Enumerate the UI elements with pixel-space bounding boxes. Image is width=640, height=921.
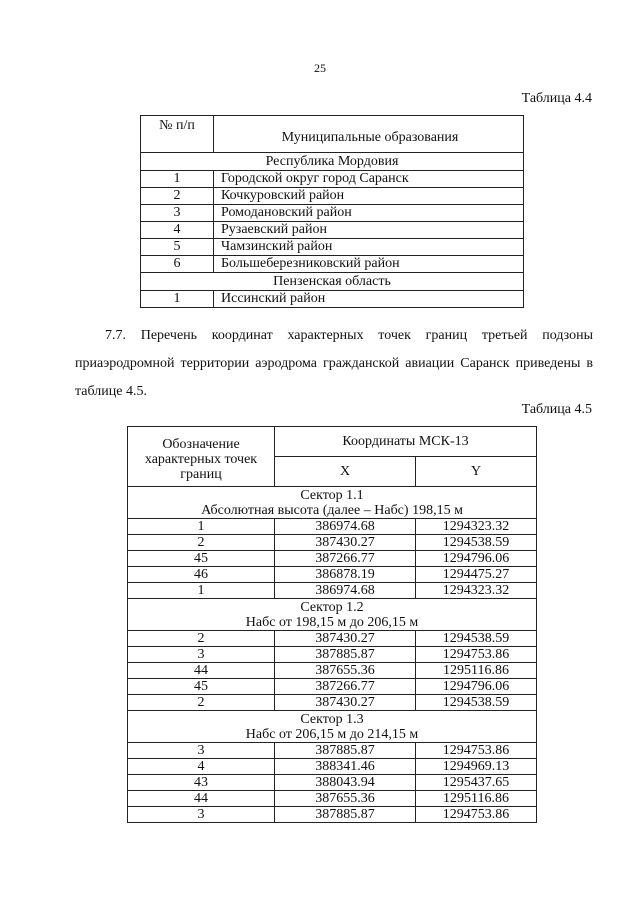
coord-x: 387885.87 xyxy=(275,807,416,823)
point-id: 2 xyxy=(128,535,275,551)
point-id: 45 xyxy=(128,551,275,567)
point-id: 45 xyxy=(128,679,275,695)
table-row xyxy=(141,239,524,256)
coord-x: 387430.27 xyxy=(275,695,416,711)
point-id: 2 xyxy=(128,695,275,711)
coord-y: 1294753.86 xyxy=(416,807,537,823)
coord-x: 388043.94 xyxy=(275,775,416,791)
paragraph-line: приаэродромной территории аэродрома гражданской авиации Саранск приведены в xyxy=(75,356,593,371)
coord-y: 1294475.27 xyxy=(416,567,537,583)
point-id: 44 xyxy=(128,791,275,807)
coord-x: 387266.77 xyxy=(275,679,416,695)
coord-y: 1294969.13 xyxy=(416,759,537,775)
header-x: X xyxy=(275,457,416,487)
table-row xyxy=(128,695,537,711)
row-num: 5 xyxy=(141,239,214,256)
group-title: Пензенская область xyxy=(141,273,524,291)
municipalities-table xyxy=(140,115,524,308)
header-coordinates: Координаты МСК-13 xyxy=(275,427,537,457)
point-id: 4 xyxy=(128,759,275,775)
table-row xyxy=(128,583,537,599)
table-row xyxy=(141,188,524,205)
paragraph-line: таблице 4.5. xyxy=(75,384,147,399)
table-row xyxy=(128,631,537,647)
group-title: Республика Мордовия xyxy=(141,153,524,171)
coord-x: 386974.68 xyxy=(275,519,416,535)
table-row xyxy=(128,535,537,551)
coord-x: 387655.36 xyxy=(275,791,416,807)
group-row xyxy=(141,153,524,171)
table-row xyxy=(128,567,537,583)
table-row xyxy=(128,807,537,823)
sector-subtitle: Набс от 206,15 м до 214,15 м xyxy=(245,726,419,742)
sector-title: Сектор 1.2 xyxy=(300,599,364,615)
coord-x: 387885.87 xyxy=(275,647,416,663)
table-row xyxy=(141,291,524,308)
point-id: 46 xyxy=(128,567,275,583)
table-row xyxy=(141,205,524,222)
point-id: 44 xyxy=(128,663,275,679)
paragraph-7-7 xyxy=(75,322,593,406)
sector-row xyxy=(128,599,537,631)
sector-cell xyxy=(128,599,537,631)
row-name: Городской округ город Саранск xyxy=(214,171,524,188)
coord-x: 386878.19 xyxy=(275,567,416,583)
table-row xyxy=(141,171,524,188)
table-row xyxy=(128,551,537,567)
coord-x: 387655.36 xyxy=(275,663,416,679)
row-num: 6 xyxy=(141,256,214,273)
table-row xyxy=(128,647,537,663)
sector-row xyxy=(128,711,537,743)
sector-subtitle: Набс от 198,15 м до 206,15 м xyxy=(245,614,419,630)
header-y: Y xyxy=(416,457,537,487)
coord-x: 387430.27 xyxy=(275,535,416,551)
sector-cell xyxy=(128,487,537,519)
coord-y: 1294323.32 xyxy=(416,583,537,599)
table-header-row xyxy=(128,427,537,457)
sector-title: Сектор 1.3 xyxy=(300,711,364,727)
table-row xyxy=(128,519,537,535)
point-id: 3 xyxy=(128,647,275,663)
point-id: 1 xyxy=(128,519,275,535)
coord-y: 1295116.86 xyxy=(416,791,537,807)
row-name: Рузаевский район xyxy=(214,222,524,239)
coord-y: 1294753.86 xyxy=(416,743,537,759)
coord-y: 1294796.06 xyxy=(416,679,537,695)
coord-x: 387266.77 xyxy=(275,551,416,567)
sector-row xyxy=(128,487,537,519)
table-row xyxy=(128,663,537,679)
coord-x: 387885.87 xyxy=(275,743,416,759)
sector-title: Сектор 1.1 xyxy=(300,487,364,503)
coord-y: 1295116.86 xyxy=(416,663,537,679)
coord-y: 1294796.06 xyxy=(416,551,537,567)
table-row xyxy=(128,759,537,775)
table-row xyxy=(128,791,537,807)
coord-y: 1294323.32 xyxy=(416,519,537,535)
point-id: 43 xyxy=(128,775,275,791)
row-num: 4 xyxy=(141,222,214,239)
row-num: 2 xyxy=(141,188,214,205)
coord-x: 386974.68 xyxy=(275,583,416,599)
point-id: 3 xyxy=(128,743,275,759)
row-name: Иссинский район xyxy=(214,291,524,308)
row-num: 3 xyxy=(141,205,214,222)
sector-cell xyxy=(128,711,537,743)
row-name: Кочкуровский район xyxy=(214,188,524,205)
row-num: 1 xyxy=(141,171,214,188)
page-number: 25 xyxy=(314,61,326,75)
group-row xyxy=(141,273,524,291)
table-row xyxy=(141,222,524,239)
coord-y: 1295437.65 xyxy=(416,775,537,791)
coord-x: 387430.27 xyxy=(275,631,416,647)
row-name: Чамзинский район xyxy=(214,239,524,256)
point-id: 3 xyxy=(128,807,275,823)
point-id: 1 xyxy=(128,583,275,599)
coord-y: 1294753.86 xyxy=(416,647,537,663)
coord-y: 1294538.59 xyxy=(416,535,537,551)
coord-y: 1294538.59 xyxy=(416,631,537,647)
table-4-5-caption: Таблица 4.5 xyxy=(521,402,592,417)
coordinates-table xyxy=(127,426,537,823)
table-row xyxy=(128,743,537,759)
header-point-label: Обозначение характерных точек границ xyxy=(128,427,275,487)
coord-x: 388341.46 xyxy=(275,759,416,775)
table-row xyxy=(128,775,537,791)
header-num: № п/п xyxy=(141,116,214,153)
header-name: Муниципальные образования xyxy=(214,116,524,153)
row-name: Ромодановский район xyxy=(214,205,524,222)
paragraph-line: 7.7. Перечень координат характерных точек границ третьей подзоны xyxy=(105,328,593,343)
point-id: 2 xyxy=(128,631,275,647)
table-row xyxy=(128,679,537,695)
table-header-row xyxy=(141,116,524,153)
table-row xyxy=(141,256,524,273)
row-num: 1 xyxy=(141,291,214,308)
row-name: Большеберезниковский район xyxy=(214,256,524,273)
sector-subtitle: Абсолютная высота (далее – Набс) 198,15 м xyxy=(201,502,463,518)
coord-y: 1294538.59 xyxy=(416,695,537,711)
table-4-4-caption: Таблица 4.4 xyxy=(521,91,592,106)
